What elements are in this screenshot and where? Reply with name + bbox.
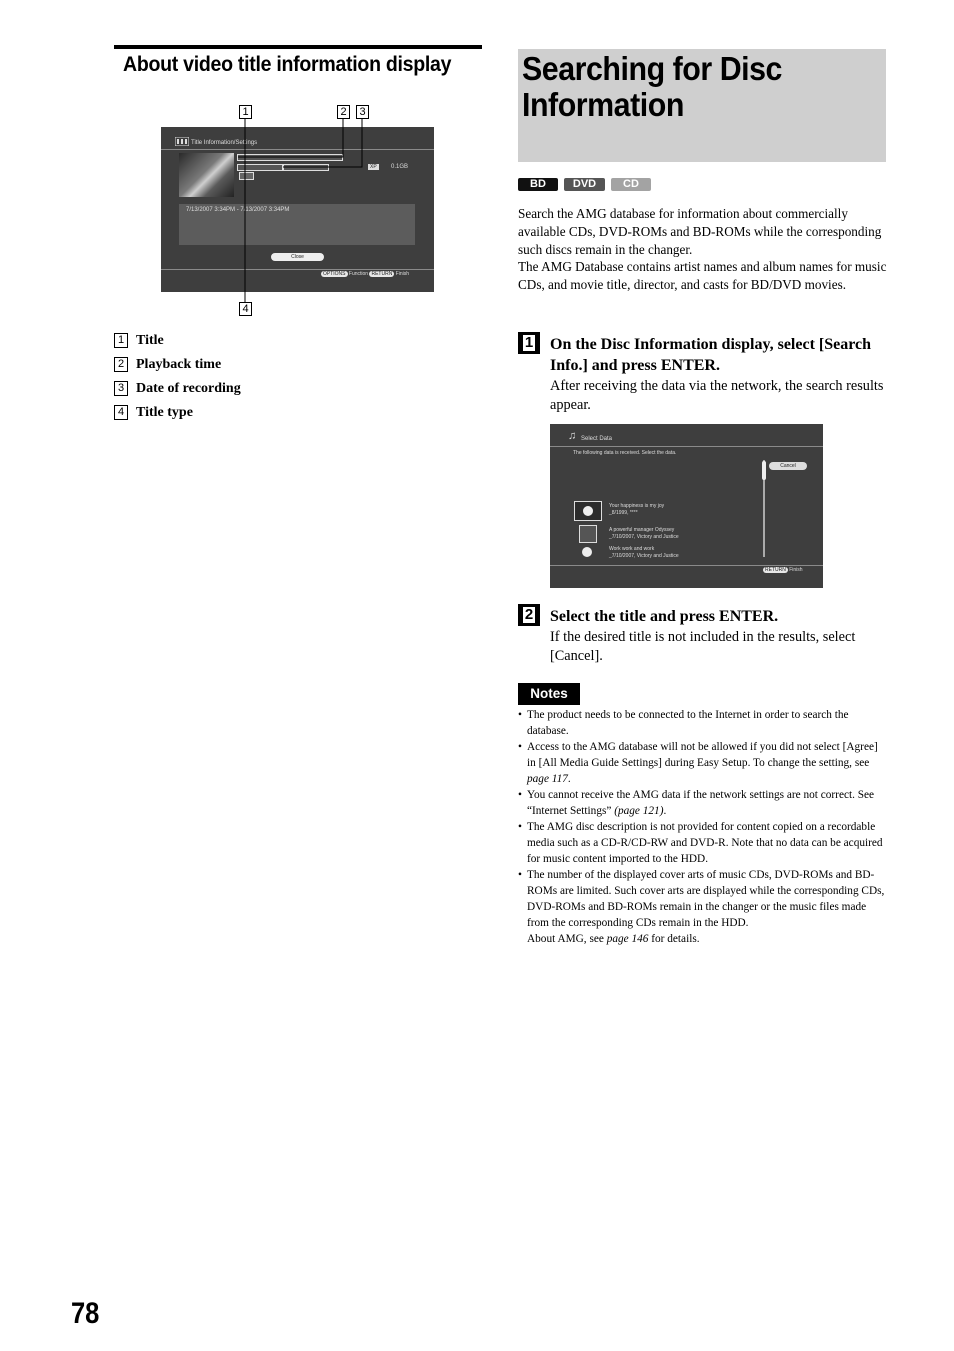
page-reference-link[interactable]: page 117 <box>527 773 568 785</box>
step-1-heading: On the Disc Information display, select [Search Info.] and press ENTER. <box>550 336 872 374</box>
return-key: RETURN <box>371 271 393 277</box>
recording-dates: 7/13/2007 3:34PM - 7/13/2007 3:34PM <box>186 207 290 213</box>
screen-message: The following data is received. Select the data. <box>573 450 677 456</box>
list-item-title: A powerful manager Odyssey <box>609 527 675 533</box>
music-note-icon: ♫ <box>568 430 577 442</box>
legend-item-title-type <box>114 405 193 421</box>
dvd-badge: DVD <box>564 178 605 191</box>
page-title-box <box>518 49 886 162</box>
options-label: Function <box>348 271 369 277</box>
callout-1: 1 <box>239 105 252 119</box>
legend-label: Date of recording <box>136 381 241 396</box>
list-item[interactable] <box>574 501 602 521</box>
note-text-end: for details. <box>648 933 700 945</box>
intro-paragraph-1: Search the AMG database for information about commercially available CDs, DVD-ROMs and BD-ROMs while the corresponding such discs remain in the changer. <box>518 206 882 257</box>
list-item-details: _8/1999, **** <box>609 510 638 516</box>
screen-header-title: Title Information/Settings <box>191 140 258 146</box>
note-item <box>518 867 888 931</box>
note-text: The number of the displayed cover arts of music CDs, DVD-ROMs and BD-ROMs are limited. Such cover arts are displayed while the corresponding CDs, DVD-ROMs and BD-ROMs remain in the changer or the music files made from the corresponding CDs remain in the HDD. <box>527 869 885 929</box>
legend-item-title <box>114 333 164 349</box>
legend-item-playback-time <box>114 357 221 373</box>
legend-number: 4 <box>114 405 128 420</box>
step-1-number <box>518 332 540 354</box>
disc-icon <box>582 547 592 557</box>
screen-footer-divider <box>550 565 823 566</box>
notes-label: Notes <box>518 683 580 705</box>
legend-number: 1 <box>114 333 128 348</box>
step-number-text: 1 <box>524 334 534 351</box>
return-label: Finish <box>395 271 410 277</box>
page-title <box>522 51 782 123</box>
step-2-heading: Select the title and press ENTER. <box>550 608 779 625</box>
legend-label: Playback time <box>136 357 222 372</box>
intro-paragraph-2: The AMG Database contains artist names and album names for music CDs, and movie title, director, and casts for BD/DVD movies. <box>518 259 887 292</box>
options-key: OPTIONS <box>323 271 346 277</box>
scrollbar-thumb[interactable] <box>762 461 766 480</box>
select-data-screen <box>550 424 823 588</box>
legend-label: Title type <box>136 405 193 420</box>
list-item-details: _7/10/2007, Victory and Justice <box>609 534 679 540</box>
page-reference-link[interactable]: (page 121) <box>614 805 664 817</box>
cancel-button[interactable] <box>769 462 807 470</box>
callout-3: 3 <box>356 105 369 119</box>
step-2-body: If the desired title is not included in the results, select [Cancel]. <box>550 629 856 664</box>
note-text-end: . <box>663 805 667 817</box>
page-title-line1: Searching for Disc <box>522 50 782 87</box>
screen-header-divider <box>550 446 823 447</box>
cover-art-thumbnail <box>579 525 597 543</box>
callout-4: 4 <box>239 302 252 316</box>
page-number: 78 <box>71 1297 100 1330</box>
legend-item-date-of-recording <box>114 381 241 397</box>
close-button-label: Close <box>291 254 304 260</box>
amg-reference <box>518 931 888 947</box>
cancel-button-label: Cancel <box>780 463 796 469</box>
note-text: About AMG, see <box>527 933 607 945</box>
section-heading: About video title information display <box>123 53 452 76</box>
return-label: Finish <box>789 567 803 573</box>
note-text: The AMG disc description is not provided for content copied on a recordable media such as a CD-R/CD-RW and DVD-R. Note that no data can be acquired for music content imported to the HDD. <box>527 821 883 865</box>
disc-icon <box>583 506 593 516</box>
callout-2: 2 <box>337 105 350 119</box>
step-2-number <box>518 604 540 626</box>
legend-number: 2 <box>114 357 128 372</box>
size-value: 0.1GB <box>391 164 409 170</box>
note-item <box>518 787 888 819</box>
screen-footer <box>763 567 803 573</box>
list-item-details: _7/10/2007, Victory and Justice <box>609 553 679 559</box>
note-item <box>518 819 888 867</box>
quality-tag: XP <box>370 164 377 170</box>
note-text: You cannot receive the AMG data if the network settings are not correct. See “Internet Settings” <box>527 789 875 817</box>
bd-badge: BD <box>518 178 558 191</box>
cd-badge: CD <box>611 178 651 191</box>
screen-header-title: Select Data <box>581 436 613 442</box>
page-title-line2: Information <box>522 86 684 123</box>
step-number-text: 2 <box>524 606 534 623</box>
note-item <box>518 739 888 787</box>
note-text: Access to the AMG database will not be allowed if you did not select [Agree] in [All Media Guide Settings] during Easy Setup. To change the setting, see <box>527 741 878 769</box>
note-item <box>518 707 888 739</box>
note-text-end: . <box>567 773 571 785</box>
page-reference-link[interactable]: page 146 <box>606 933 649 945</box>
legend-number: 3 <box>114 381 128 396</box>
return-key: RETURN <box>765 567 786 573</box>
list-item-title: Work work and work <box>609 546 655 552</box>
step-1-body: After receiving the data via the network, the search results appear. <box>550 378 884 413</box>
list-item-title: Your happiness is my joy <box>609 503 665 509</box>
legend-label: Title <box>136 333 164 348</box>
note-text: The product needs to be connected to the Internet in order to search the database. <box>527 709 849 737</box>
notes-list <box>518 707 888 947</box>
